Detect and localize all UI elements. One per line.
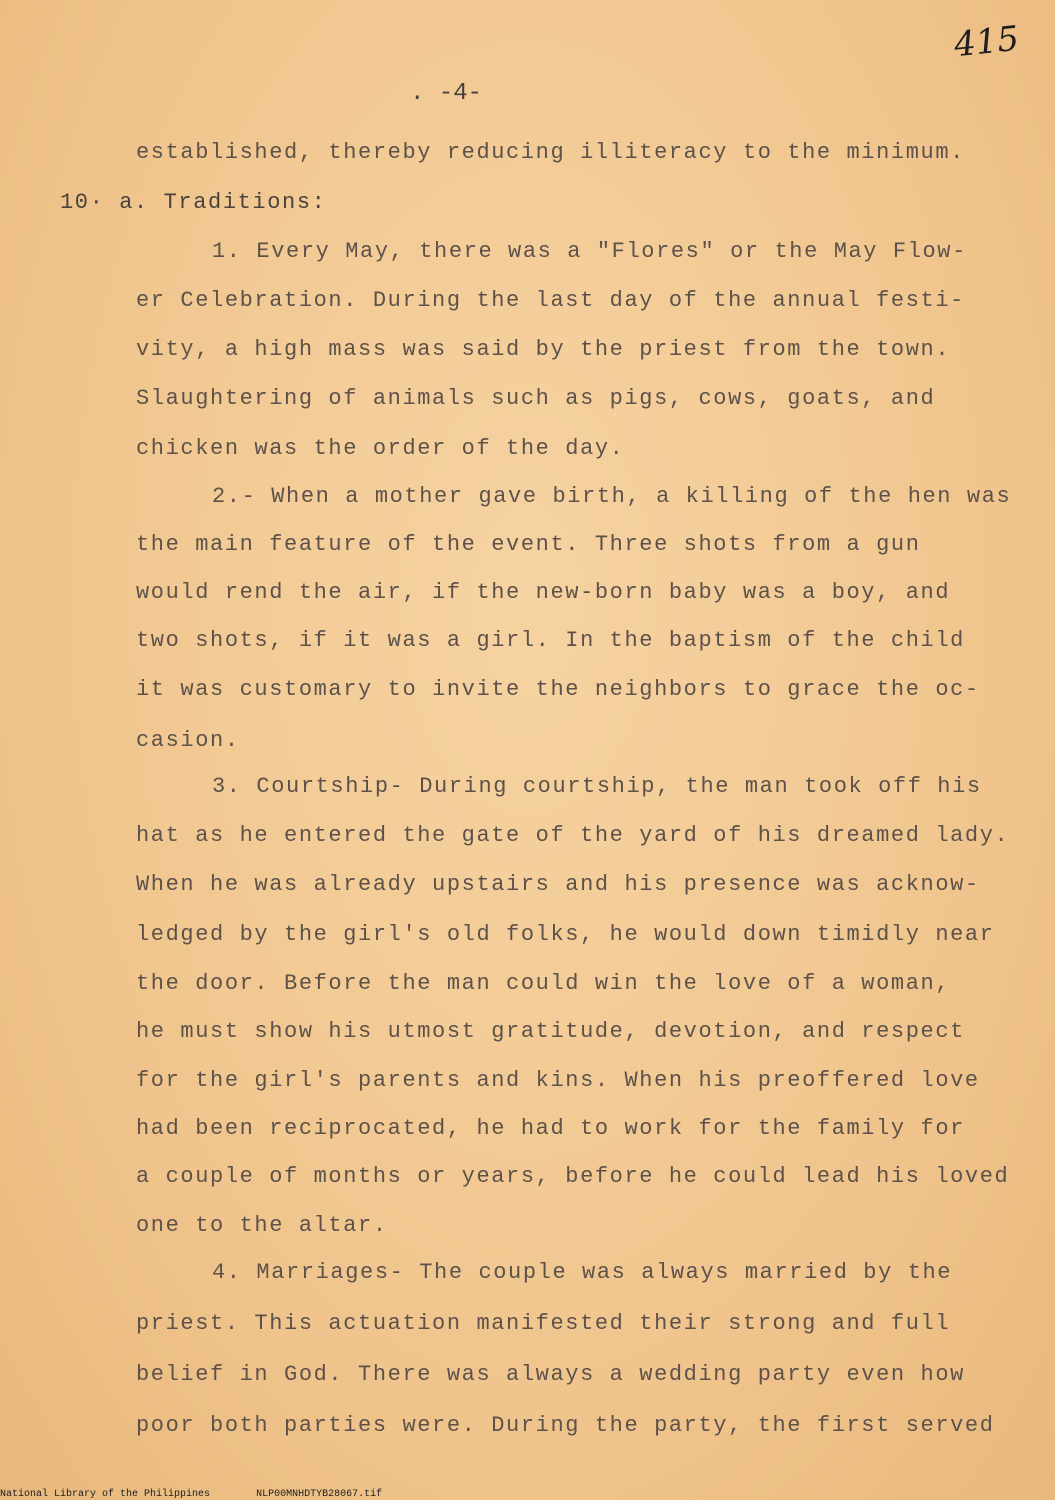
body-line: Slaughtering of animals such as pigs, cows, goats, and (136, 386, 936, 411)
body-line: vity, a high mass was said by the priest from the town. (136, 337, 951, 362)
body-line: ledged by the girl's old folks, he would down timidly near (136, 922, 995, 947)
body-line: a couple of months or years, before he could lead his loved (136, 1164, 1010, 1189)
body-line: two shots, if it was a girl. In the baptism of the child (136, 628, 965, 653)
body-line: 2.- When a mother gave birth, a killing of the hen was (212, 484, 1012, 509)
body-line: he must show his utmost gratitude, devotion, and respect (136, 1019, 965, 1044)
body-line: hat as he entered the gate of the yard of his dreamed lady. (136, 823, 1010, 848)
body-line: 3. Courtship- During courtship, the man took off his (212, 774, 982, 799)
typed-page-marker: . -4- (410, 80, 483, 107)
body-line: When he was already upstairs and his presence was acknow- (136, 872, 980, 897)
body-line: chicken was the order of the day. (136, 436, 625, 461)
footer-filename: NLP00MNHDTYB28067.tif (256, 1489, 383, 1500)
body-line: priest. This actuation manifested their strong and full (136, 1311, 951, 1336)
body-line: established, thereby reducing illiteracy to the minimum. (136, 140, 965, 165)
body-line: for the girl's parents and kins. When his preoffered love (136, 1068, 980, 1093)
body-line: would rend the air, if the new-born baby was a boy, and (136, 580, 951, 605)
body-line: it was customary to invite the neighbors to grace the oc- (136, 677, 980, 702)
body-line: poor both parties were. During the party, the first served (136, 1413, 995, 1438)
section-heading: 10∙ a. Traditions: (60, 190, 327, 215)
body-line: 4. Marriages- The couple was always married by the (212, 1260, 953, 1285)
body-line: the door. Before the man could win the love of a woman, (136, 971, 951, 996)
scan-footer (0, 1489, 1055, 1500)
body-line: belief in God. There was always a wedding party even how (136, 1362, 965, 1387)
body-line: casion. (136, 728, 240, 753)
body-line: the main feature of the event. Three shots from a gun (136, 532, 921, 557)
body-line: had been reciprocated, he had to work for the family for (136, 1116, 965, 1141)
footer-library: National Library of the Philippines (0, 1489, 211, 1500)
body-line: one to the altar. (136, 1213, 388, 1238)
body-line: 1. Every May, there was a "Flores" or the May Flow- (212, 239, 967, 264)
body-line: er Celebration. During the last day of the annual festi- (136, 288, 965, 313)
handwritten-page-number: 415 (952, 18, 1021, 66)
